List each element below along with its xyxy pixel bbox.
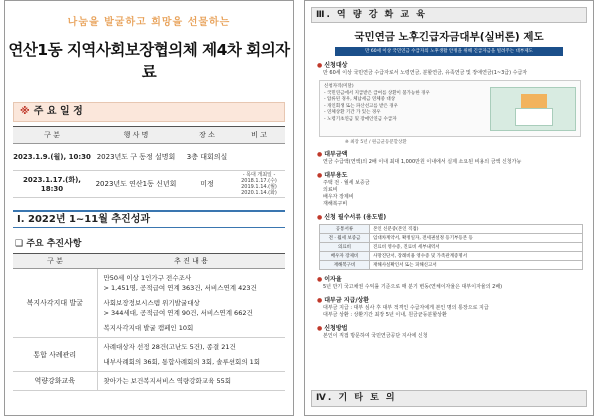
doc-value: 진료비 영수증, 진료비 세부내역서 [370, 243, 583, 252]
category-cell: 역량강화교육 [13, 372, 97, 391]
heading-interest: ● 이자율 [317, 276, 342, 283]
heading-amount: ● 대부금액 [317, 151, 348, 158]
heading-usage: ● 대부용도 [317, 172, 348, 179]
bullet-icon: ● [317, 276, 323, 283]
heading-apply: ● 신청방법 [317, 325, 348, 332]
doc-key: 배우자 장제비 [320, 252, 370, 261]
eligibility-detail: 신청자격(미달) - 국민연금에서 지급받은 급여를 상환이 불가능한 경우 - 압류된 경우, 체납세금 연체중 대상 - 개인회생 또는 파산선고를 받은 경우 - 연체상환 기간 가 있는 경우 - 노령기초연금 및 장애인연금 수급자 [324, 84, 430, 122]
heading-payment: ● 대부금 지급/상환 [317, 297, 370, 304]
schedule-table [13, 126, 285, 198]
program-banner: 만 60세 이상 국민연금 수급자의 노후생활 안정을 위해 긴급자금을 빌려주는 대부제도 [335, 47, 563, 56]
usage-item: 주택 전 · 월세 보증금 [323, 180, 370, 186]
doc-key: 공통서류 [320, 225, 370, 234]
col-header: 비 고 [233, 127, 285, 144]
section-4-heading: Ⅳ. 기 타 토 의 [311, 390, 587, 407]
category-cell: 복지사각지대 발굴 [13, 269, 97, 338]
payment-text: 대부금 지급 : 대부 심사 후 대부 적격인 수급자에게 본인 명의 통장으로 지급 대부금 상환 : 상환기간 최장 5년 이내, 원금균등분할상환 [323, 305, 489, 318]
content-cell [97, 338, 285, 372]
bullet-icon: ● [317, 62, 323, 69]
content-line: 찾아가는 보건복지서비스 역량강화교육 55회 [103, 377, 231, 385]
content-line: 만50세 이상 1인가구 전수조사 [103, 274, 192, 282]
content-line: 내부사례회의 36회, 통합사례회의 3회, 솔루션회의 1회 [103, 358, 261, 366]
sub-title: ❑ 주요 추진사항 [15, 239, 82, 249]
table-row [320, 261, 583, 270]
usage-item: 배우자 장제비 [323, 194, 354, 200]
program-title: 국민연금 노후긴급자금대부(실버론) 제도 [354, 31, 544, 43]
schedule-heading: ※ 주 요 일 정 [13, 102, 285, 122]
right-page [304, 0, 594, 416]
left-page [4, 0, 294, 416]
table-row: 2023.1.17.(화), 18:30 2023년도 연산1동 신년회 미정 - 목대 개최일 - 2018.1.17.(수) 2019.1.14.(월) 2020.1.14.(화) [13, 171, 285, 198]
content-cell [97, 372, 285, 391]
doc-key: 재해복구비 [320, 261, 370, 270]
apply-text: 본인이 직접 방문하여 국민연금공단 지사에 신청 [323, 333, 428, 339]
doc-value: 재해사실확인서 또는 피해신고서 [370, 261, 583, 270]
heading-eligibility: ● 신청대상 [317, 62, 348, 69]
doc-key: 의료비 [320, 243, 370, 252]
table-row [13, 338, 285, 372]
section-title: Ⅰ. 2022년 1~11월 추진성과 [13, 210, 285, 228]
slogan: 나눔을 발굴하고 희망을 선물하는 [67, 17, 231, 28]
table-row: 2023.1.9.(월), 10:30 2023년도 구 동정 설명회 3층 대회의실 [13, 144, 285, 171]
table-row [320, 225, 583, 234]
heading-documents: ● 신청 필수서류 (용도별) [317, 214, 387, 221]
col-header: 행 사 명 [91, 127, 181, 144]
note-icon: ※ [20, 106, 30, 117]
doc-value: 임대차계약서, 확정일자, 전세권설정 등기부등본 등 [370, 234, 583, 243]
content-cell [97, 269, 285, 338]
doc-value: 본인 신분증(본인 직접) [370, 225, 583, 234]
bullet-icon: ● [317, 297, 323, 304]
doc-value: 사망진단서, 장례비용 영수증 및 가족관계증명서 [370, 252, 583, 261]
interest-text: 5년 만기 국고채권 수익률 기준으로 매 분기 변동(연체이자율은 대부이자율의 2배) [323, 284, 503, 290]
section-3-heading: Ⅲ. 역 량 강 화 교 육 [311, 7, 587, 23]
bullet-icon: ● [317, 172, 323, 179]
table-row [320, 234, 583, 243]
content-line: 복지사각지대 발굴 캠페인 10회 [103, 324, 194, 332]
eligibility-box [319, 80, 581, 137]
content-line: 사례대상자 선정 28건(고난도 5건), 종결 21건 [103, 343, 236, 351]
col-header: 구 분 [13, 127, 91, 144]
table-row [320, 252, 583, 261]
content-line: > 344세대, 공적급여 연계 90건, 서비스연계 662건 [103, 309, 253, 317]
content-line: > 1,451명, 공적급여 연계 363건, 서비스연계 423건 [103, 284, 257, 292]
eligibility-text: 만 60세 이상 국민연금 수급자로서 노령연금, 분할연금, 유족연금 및 장애연금(1~3급) 수급자 [323, 70, 528, 76]
col-header: 장 소 [181, 127, 233, 144]
col-header: 구 분 [13, 254, 97, 269]
usage-item: 재해복구비 [323, 201, 348, 207]
bullet-icon: ● [317, 214, 323, 221]
category-cell: 통합 사례관리 [13, 338, 97, 372]
content-line: 사회보장정보시스템 위기발굴대상 [103, 299, 200, 307]
bullet-icon: ● [317, 151, 323, 158]
house-illustration [490, 87, 576, 131]
repay-caption: ※ 최장 5년 / 원금균등분할상환 [345, 140, 407, 145]
table-row [13, 372, 285, 391]
page-title: 연산1동 지역사회보장협의체 제4차 회의자료 [8, 41, 290, 81]
documents-table [319, 224, 583, 270]
performance-table [13, 253, 285, 391]
col-header: 추 진 내 용 [97, 254, 285, 269]
amount-text: 연금 수급액(연액)의 2배 이내 최대 1,000만원 이내에서 실제 소요된 비용의 금액 신청가능 [323, 159, 522, 165]
bullet-icon: ● [317, 325, 323, 332]
table-row [13, 269, 285, 338]
table-row [320, 243, 583, 252]
usage-item: 의료비 [323, 187, 338, 193]
doc-key: 전 · 월세 보증금 [320, 234, 370, 243]
